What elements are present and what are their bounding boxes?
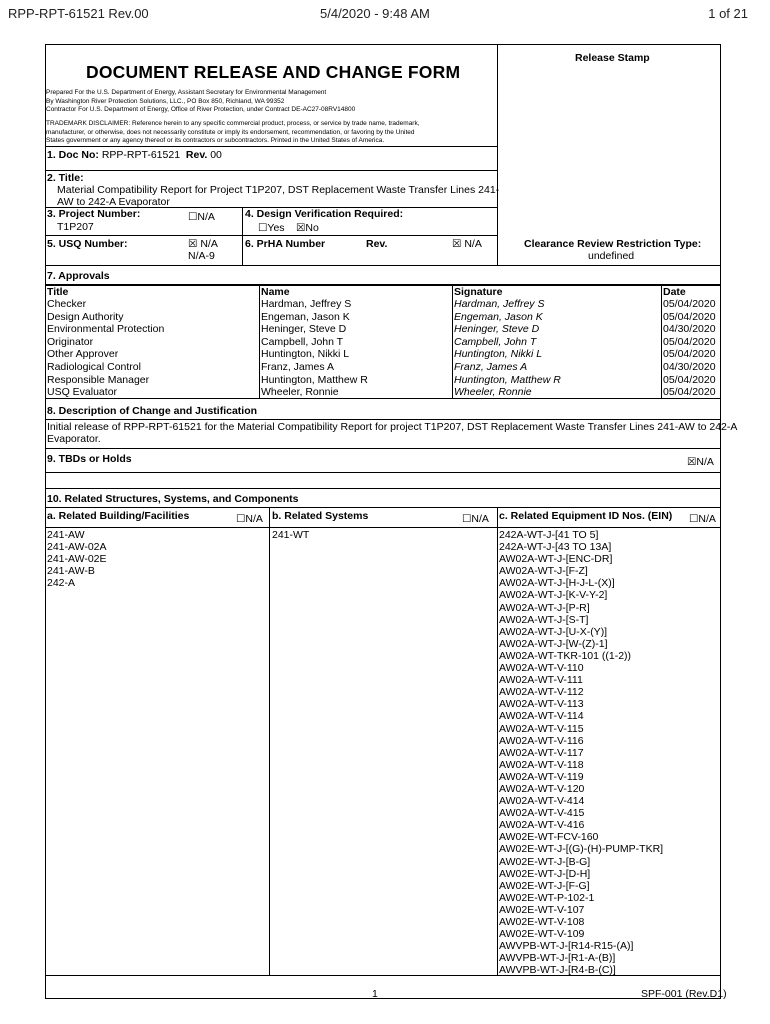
description-line-1: Initial release of RPP-RPT-61521 for the Material Compatibility Report for project T1P207, DST Replacement Waste Transfer Lines 241-AW to 242-A <box>47 421 738 433</box>
list-item: AWVPB-WT-J-[R1-A-(B)] <box>499 952 616 965</box>
list-item: AW02A-WT-V-415 <box>499 807 585 820</box>
project-number-label: 3. Project Number: <box>47 208 141 220</box>
divider <box>45 488 721 489</box>
approval-name: Franz, James A <box>261 360 334 373</box>
list-item: AW02A-WT-V-118 <box>499 758 584 771</box>
related-col-divider <box>269 507 270 975</box>
design-verification-no-checkbox[interactable]: ☒No <box>296 222 319 234</box>
approvals-header-title: Title <box>47 286 69 298</box>
related-equipment-na-checkbox[interactable]: ☐N/A <box>689 513 716 525</box>
approval-signature: Franz, James A <box>454 360 528 373</box>
divider <box>45 419 721 420</box>
list-item: AW02A-WT-J-[P-R] <box>499 601 590 614</box>
list-item: AW02E-WT-J-[D-H] <box>499 867 591 880</box>
list-item: AW02A-WT-V-119 <box>499 770 584 783</box>
disclaimer-block <box>46 120 420 146</box>
related-systems-label: b. Related Systems <box>272 510 369 522</box>
approval-title: USQ Evaluator <box>47 386 118 399</box>
divider <box>45 507 721 508</box>
divider <box>45 527 721 528</box>
stamp-divider <box>497 44 498 265</box>
equipment-list <box>499 529 663 976</box>
clearance-value: undefined <box>588 250 635 262</box>
project-number-value: T1P207 <box>57 221 94 233</box>
list-item: AW02E-WT-V-107 <box>499 903 585 916</box>
list-item: AW02A-WT-J-[ENC-DR] <box>499 553 613 566</box>
title-label: 2. Title: <box>47 172 84 184</box>
approval-title: Responsible Manager <box>47 373 150 386</box>
related-label: 10. Related Structures, Systems, and Components <box>47 493 299 505</box>
approval-signature: Heninger, Steve D <box>454 323 540 336</box>
list-item: AWVPB-WT-J-[R14-R15-(A)] <box>499 940 634 953</box>
list-item: 241-AW-02E <box>47 553 107 566</box>
title-line-2: AW to 242-A Evaporator <box>57 196 170 208</box>
form-title: DOCUMENT RELEASE AND CHANGE FORM <box>86 62 461 82</box>
divider <box>45 170 497 171</box>
divider <box>45 472 721 473</box>
usq-number-label: 5. USQ Number: <box>47 238 128 250</box>
doc-no-value: RPP-RPT-61521 <box>101 149 181 161</box>
divider <box>45 448 721 449</box>
list-item: AW02A-WT-V-120 <box>499 782 585 795</box>
list-item: AW02A-WT-TKR-101 ((1-2)) <box>499 649 632 662</box>
list-item: AW02A-WT-V-115 <box>499 722 584 735</box>
approvals-title-column <box>47 298 164 399</box>
approval-signature: Engeman, Jason K <box>454 310 543 323</box>
list-item: AW02A-WT-V-111 <box>499 674 583 687</box>
description-label: 8. Description of Change and Justification <box>47 405 258 417</box>
list-item: AW02E-WT-V-109 <box>499 928 585 941</box>
list-item: AW02A-WT-J-[K-V-Y-2] <box>499 589 608 602</box>
approval-title: Radiological Control <box>47 360 141 373</box>
tbds-na-checkbox[interactable]: ☒N/A <box>687 456 714 468</box>
related-equipment-label: c. Related Equipment ID Nos. (EIN) <box>499 510 673 522</box>
approval-title: Environmental Protection <box>47 323 165 336</box>
approvals-col-divider <box>661 285 662 399</box>
approval-date: 04/30/2020 <box>663 360 716 373</box>
prepared-line: By Washington River Protection Solutions, LLC., PO Box 850, Richland, WA 99352 <box>46 97 285 105</box>
approvals-label: 7. Approvals <box>47 270 110 282</box>
prha-number-label: 6. PrHA Number <box>245 238 326 250</box>
approval-signature: Hardman, Jeffrey S <box>454 298 545 310</box>
disclaimer-line: States government or any agency thereof or its contractors or subcontractors. Printed in the United States of America. <box>46 137 385 144</box>
approval-name: Campbell, John T <box>261 335 344 348</box>
list-item: AW02A-WT-V-416 <box>499 819 585 832</box>
usq-na-checkbox[interactable]: ☒ N/A <box>188 238 218 250</box>
list-item: AW02A-WT-J-[H-J-L-(X)] <box>499 577 615 590</box>
doc-rev-label: Rev. <box>185 149 208 161</box>
doc-rev-value: 00 <box>210 149 222 161</box>
approvals-header-signature: Signature <box>454 286 503 298</box>
approval-date: 05/04/2020 <box>663 373 716 386</box>
list-item: 242-A <box>47 577 76 590</box>
approval-name: Huntington, Matthew R <box>261 373 368 386</box>
list-item: 241-AW-02A <box>47 541 107 554</box>
list-item: AW02E-WT-FCV-160 <box>499 831 599 844</box>
approval-name: Huntington, Nikki L <box>261 348 350 361</box>
list-item: AW02E-WT-P-102-1 <box>499 891 595 904</box>
divider <box>45 235 497 236</box>
approval-signature: Campbell, John T <box>454 335 537 348</box>
doc-no-label: 1. Doc No: <box>47 149 99 161</box>
approval-date: 05/04/2020 <box>663 310 716 323</box>
list-item: AW02A-WT-V-117 <box>499 746 584 759</box>
title-line-1: Material Compatibility Report for Project T1P207, DST Replacement Waste Transfer Lines 241- <box>57 184 500 196</box>
divider <box>45 265 721 266</box>
systems-list <box>272 529 309 541</box>
prepared-line: Contractor For U.S. Department of Energy, Office of River Protection, under Contract DE-AC27-08RV14800 <box>46 106 356 113</box>
list-item: AW02A-WT-V-114 <box>499 710 584 723</box>
list-item: AW02A-WT-V-110 <box>499 662 584 675</box>
approval-signature: Huntington, Nikki L <box>454 348 543 361</box>
description-line-2: Evaporator. <box>47 433 101 445</box>
approvals-signature-column <box>454 298 561 399</box>
approval-title: Design Authority <box>47 310 124 323</box>
divider <box>45 975 721 976</box>
list-item: AW02A-WT-V-112 <box>499 686 584 699</box>
list-item: AW02A-WT-V-414 <box>499 795 585 808</box>
approvals-col-divider <box>259 285 260 399</box>
related-systems-na-checkbox[interactable]: ☐N/A <box>462 513 489 525</box>
related-buildings-label: a. Related Building/Facilities <box>47 510 190 522</box>
list-item: 241-AW-B <box>47 565 95 578</box>
approvals-date-column <box>663 298 716 399</box>
design-verification-yes-checkbox[interactable]: ☐Yes <box>258 222 285 234</box>
prepared-block <box>46 89 355 115</box>
list-item: 242A-WT-J-[43 TO 13A] <box>499 541 612 554</box>
list-item: AW02E-WT-J-[B-G] <box>499 855 591 868</box>
clearance-label: Clearance Review Restriction Type: <box>524 238 702 250</box>
approval-title: Other Approver <box>47 348 119 361</box>
disclaimer-line: TRADEMARK DISCLAIMER: Reference herein to any specific commercial product, process, or service by trade name, trademark, <box>46 120 420 127</box>
approvals-name-column <box>261 298 368 399</box>
list-item: AW02E-WT-V-108 <box>499 916 585 928</box>
approval-title: Checker <box>47 298 87 310</box>
list-item: 241-WT <box>272 529 310 541</box>
approval-date: 05/04/2020 <box>663 348 716 361</box>
approval-signature: Wheeler, Ronnie <box>454 386 532 399</box>
list-item: AW02A-WT-J-[S-T] <box>499 613 589 626</box>
release-stamp-label: Release Stamp <box>575 52 650 64</box>
prha-na-checkbox[interactable]: ☒ N/A <box>452 238 482 250</box>
list-item: AW02E-WT-J-[F-G] <box>499 879 590 892</box>
related-col-divider <box>497 507 498 975</box>
approval-date: 05/04/2020 <box>663 335 716 348</box>
list-item: AWVPB-WT-J-[R4-B-(C)] <box>499 964 616 977</box>
tbds-label: 9. TBDs or Holds <box>47 453 132 465</box>
header-datetime: 5/4/2020 - 9:48 AM <box>320 6 430 21</box>
divider-vertical <box>242 207 243 265</box>
usq-number-value: N/A-9 <box>188 250 215 262</box>
approvals-header-date: Date <box>663 286 686 298</box>
list-item: AW02A-WT-V-113 <box>499 698 584 711</box>
list-item: AW02A-WT-J-[U-X-(Y)] <box>499 625 608 638</box>
approval-date: 04/30/2020 <box>663 323 716 336</box>
list-item: 242A-WT-J-[41 TO 5] <box>499 529 599 541</box>
doc-no-field <box>47 149 222 162</box>
approvals-header-name: Name <box>261 286 290 298</box>
footer-form-id: SPF-001 (Rev.D1) <box>641 988 727 1000</box>
approval-title: Originator <box>47 335 94 348</box>
approvals-col-divider <box>452 285 453 399</box>
footer-page-number: 1 <box>372 988 378 1000</box>
approval-name: Heninger, Steve D <box>261 323 347 336</box>
approval-name: Wheeler, Ronnie <box>261 386 339 399</box>
approval-date: 05/04/2020 <box>663 386 716 399</box>
approval-signature: Huntington, Matthew R <box>454 373 561 386</box>
approval-name: Hardman, Jeffrey S <box>261 298 352 310</box>
disclaimer-line: manufacturer, or otherwise, does not necessarily constitute or imply its endorsement, recommendation, or favoring by the United <box>46 128 415 136</box>
header-page-count: 1 of 21 <box>708 6 748 21</box>
approval-name: Engeman, Jason K <box>261 310 350 323</box>
project-number-na-checkbox[interactable]: ☐N/A <box>188 211 215 223</box>
design-verification-label: 4. Design Verification Required: <box>245 208 404 220</box>
list-item: 241-AW <box>47 529 85 541</box>
related-buildings-na-checkbox[interactable]: ☐N/A <box>236 513 263 525</box>
prepared-line: Prepared For the U.S. Department of Energy, Assistant Secretary for Environmental Management <box>46 89 327 96</box>
list-item: AW02A-WT-J-[W-(Z)-1] <box>499 637 608 650</box>
approval-date: 05/04/2020 <box>663 298 716 310</box>
list-item: AW02A-WT-V-116 <box>499 734 584 747</box>
header-doc-rev: RPP-RPT-61521 Rev.00 <box>8 6 149 21</box>
list-item: AW02E-WT-J-[(G)-(H)-PUMP-TKR] <box>499 843 664 856</box>
list-item: AW02A-WT-J-[F-Z] <box>499 565 588 578</box>
prha-rev-label: Rev. <box>366 238 388 250</box>
divider <box>45 146 497 147</box>
buildings-list <box>47 529 107 589</box>
